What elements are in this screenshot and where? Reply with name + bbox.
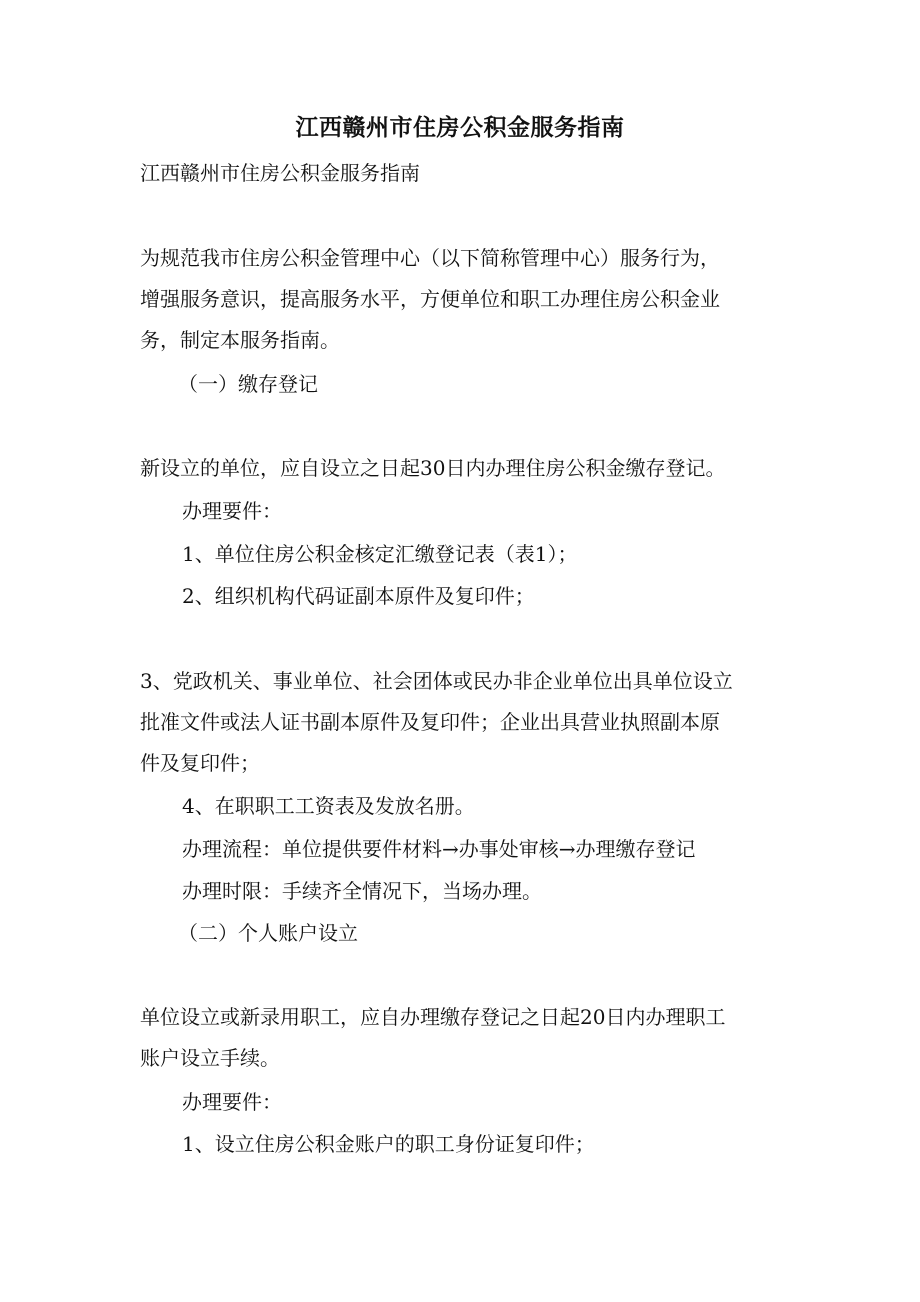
section2-item-1: 1、设立住房公积金账户的职工身份证复印件； <box>182 1132 595 1156</box>
section1-item-3-line-1: 3、党政机关、事业单位、社会团体或民办非企业单位出具单位设立 <box>140 669 733 693</box>
section2-description <box>140 997 790 1079</box>
section1-item-1: 1、单位住房公积金核定汇缴登记表（表1）； <box>182 542 578 566</box>
section1-time-limit: 办理时限：手续齐全情况下，当场办理。 <box>182 879 542 903</box>
section1-heading: （一）缴存登记 <box>178 372 318 396</box>
section1-item-3-line-2: 批准文件或法人证书副本原件及复印件；企业出具营业执照副本原 <box>140 710 720 734</box>
intro-line-3: 务，制定本服务指南。 <box>140 328 340 352</box>
section2-heading: （二）个人账户设立 <box>178 921 358 945</box>
intro-paragraph <box>140 238 790 361</box>
section1-process: 办理流程：单位提供要件材料→办事处审核→办理缴存登记 <box>182 837 696 861</box>
section2-description-line-1: 单位设立或新录用职工，应自办理缴存登记之日起20日内办理职工 <box>140 1005 726 1029</box>
document-title: 江西赣州市住房公积金服务指南 <box>295 114 625 141</box>
intro-line-1: 为规范我市住房公积金管理中心（以下简称管理中心）服务行为， <box>140 246 720 270</box>
section1-item-3-line-3: 件及复印件； <box>140 751 260 775</box>
intro-line-2: 增强服务意识，提高服务水平，方便单位和职工办理住房公积金业 <box>140 287 720 311</box>
section1-requirements-label: 办理要件： <box>182 499 282 523</box>
section1-item-2: 2、组织机构代码证副本原件及复印件； <box>182 584 535 608</box>
section2-requirements-label: 办理要件： <box>182 1090 282 1114</box>
document-subtitle: 江西赣州市住房公积金服务指南 <box>140 161 420 185</box>
section1-item-4: 4、在职职工工资表及发放名册。 <box>182 794 475 818</box>
section1-item-3 <box>140 661 790 784</box>
section1-description: 新设立的单位，应自设立之日起30日内办理住房公积金缴存登记。 <box>140 456 726 480</box>
section2-description-line-2: 账户设立手续。 <box>140 1046 280 1070</box>
